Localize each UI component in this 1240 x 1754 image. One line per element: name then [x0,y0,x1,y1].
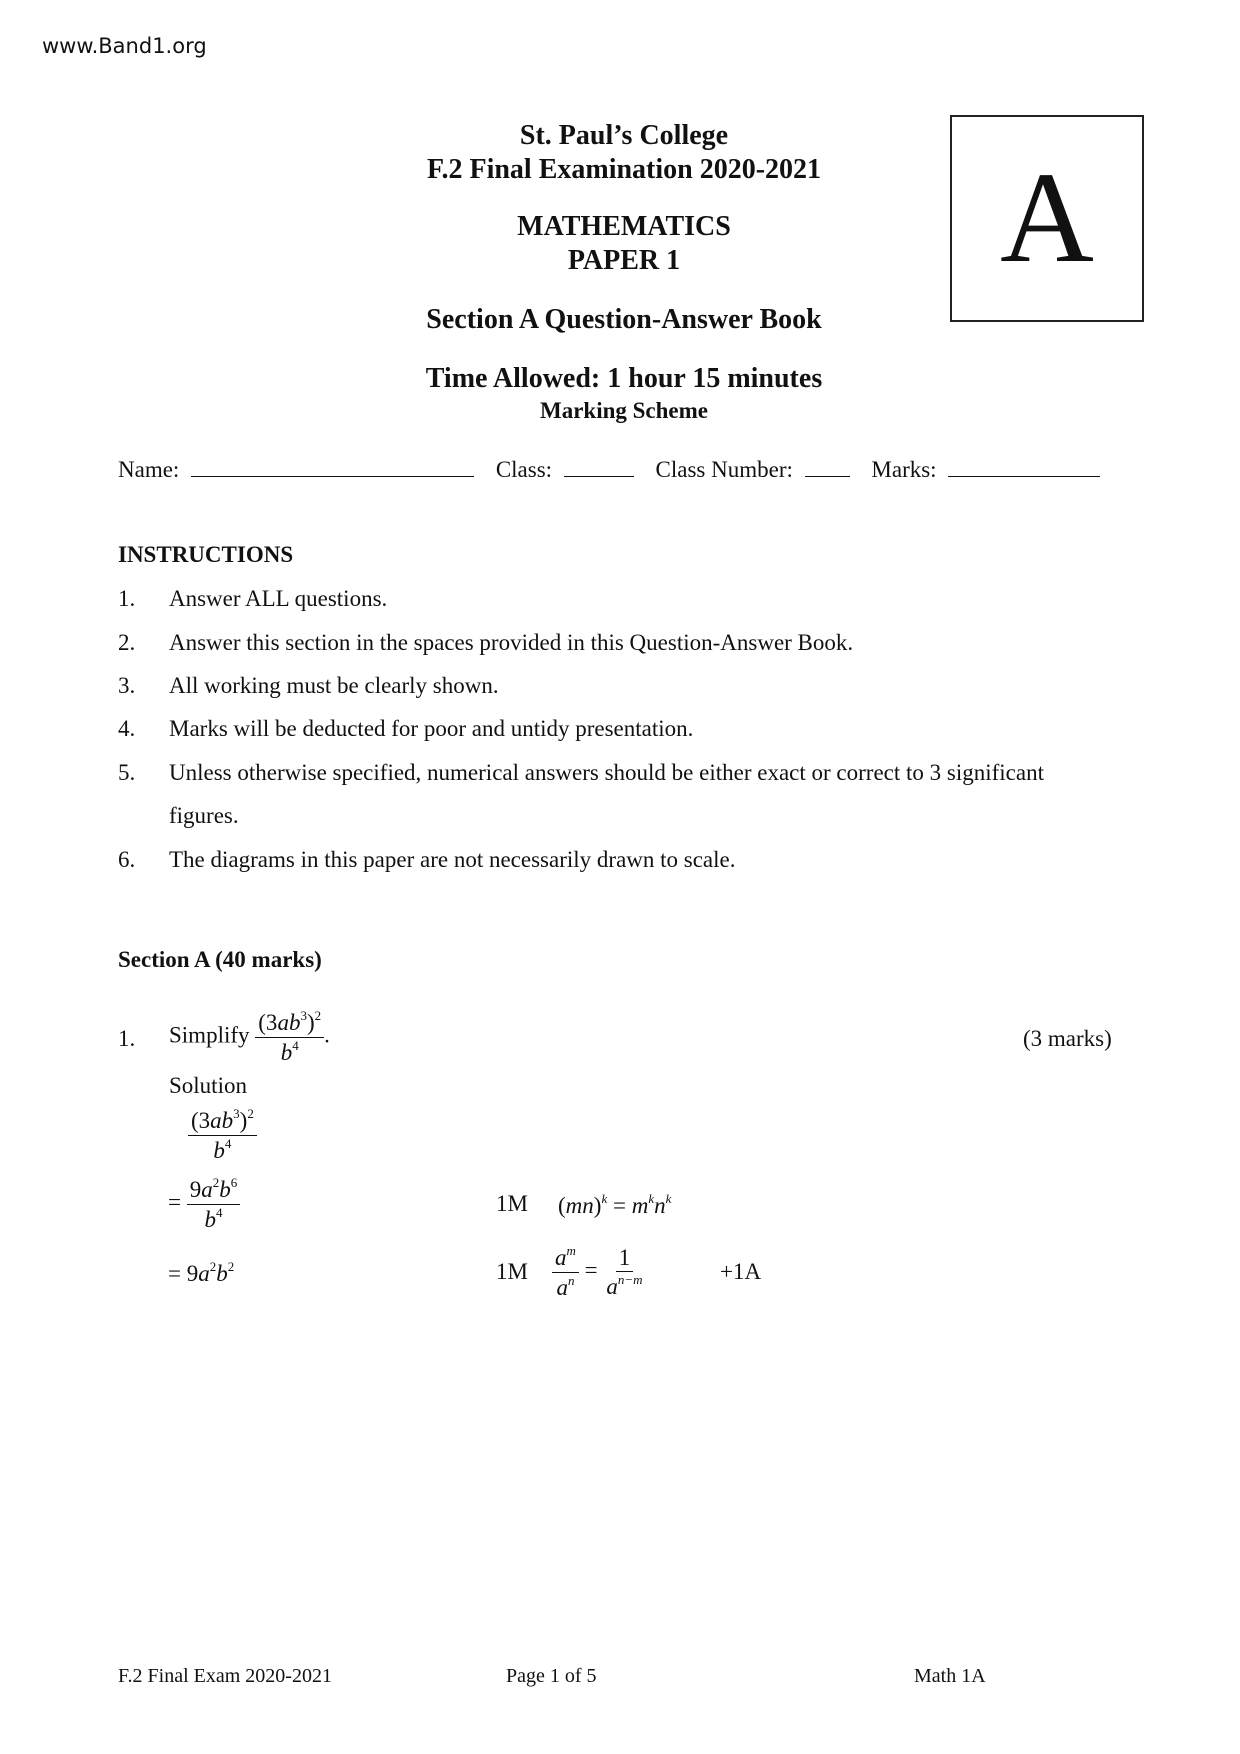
time-allowed: Time Allowed: 1 hour 15 minutes [425,363,823,394]
instruction-number: 6. [118,847,136,872]
marking-scheme: Marking Scheme [539,398,708,423]
class-label: Class: [495,457,553,482]
instruction-text: Unless otherwise specified, numerical answers should be either exact or correct to 3 significant [169,760,1044,785]
instruction-text: All working must be clearly shown. [169,673,499,698]
solution-label: Solution [169,1073,247,1098]
marks-field[interactable] [948,456,1100,477]
solution-step-2: = $\frac{9a^2b^6}{b^4}$ [168,1175,240,1233]
instruction-text-continued: figures. [169,803,239,828]
question-prompt-text: Simplify [169,1022,250,1048]
paper: PAPER 1 [567,245,681,276]
name-label: Name: [118,457,180,482]
question-expression: $\frac{(3ab^3)^2}{b^4}$ [255,1008,324,1066]
watermark: www.Band1.org [42,34,207,58]
quotient-rule-note: $\frac{a^m}{a^n}$ = $\frac{1}{a^{n-m}}$ [552,1243,646,1301]
footer-right: Math 1A [914,1665,986,1687]
instruction-text: Answer this section in the spaces provided in this Question-Answer Book. [169,630,854,655]
instruction-number: 5. [118,760,136,785]
answer-mark: +1A [720,1259,762,1284]
class-number-label: Class Number: [655,457,793,482]
instruction-number: 4. [118,716,136,741]
instruction-text: The diagrams in this paper are not necessarily drawn to scale. [169,847,736,872]
power-rule-note: $(mn)^k = m^kn^k$ [558,1191,672,1218]
class-field[interactable] [564,456,634,477]
page-number: Page 1 of 5 [506,1665,597,1687]
instruction-text: Marks will be deducted for poor and untidy presentation. [169,716,694,741]
class-number-field[interactable] [805,456,850,477]
footer-left: F.2 Final Exam 2020-2021 [118,1665,332,1687]
solution-step-3: = $9a^2b^2$ [168,1259,235,1286]
school-name: St. Paul’s College [519,120,729,151]
section-title: Section A (40 marks) [118,947,322,972]
instruction-number: 1. [118,586,136,611]
section-letter-box: A [950,115,1144,322]
student-fields [118,456,1100,483]
instructions-title: INSTRUCTIONS [118,542,294,567]
marks-label: Marks: [871,457,937,482]
instruction-number: 3. [118,673,136,698]
question-prompt: Simplify $\frac{(3ab^3)^2}{b^4}$ . [169,1008,330,1065]
solution-step-1: $\frac{(3ab^3)^2}{b^4}$ [188,1106,257,1164]
instruction-text: Answer ALL questions. [169,586,388,611]
question-number: 1. [118,1026,136,1051]
exam-title: F.2 Final Examination 2020-2021 [426,154,822,185]
instruction-number: 2. [118,630,136,655]
book-title: Section A Question-Answer Book [426,304,822,335]
subject: MATHEMATICS [517,211,731,242]
name-field[interactable] [191,456,474,477]
method-mark-2: 1M [496,1259,528,1284]
question-marks: (3 marks) [1023,1026,1112,1051]
method-mark-1: 1M [496,1191,528,1216]
